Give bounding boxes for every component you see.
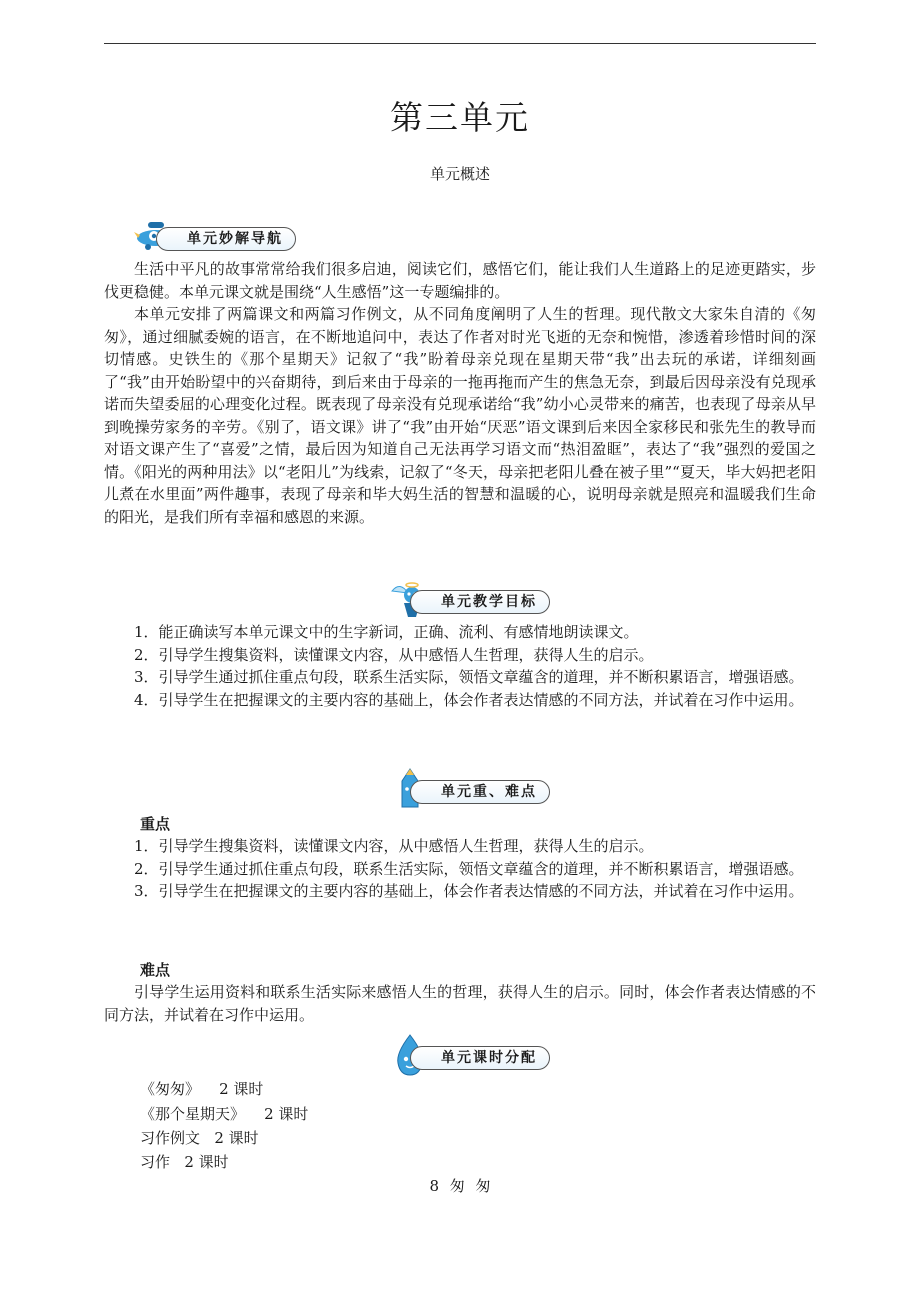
schedule-hours: 2 课时 bbox=[214, 1129, 259, 1147]
schedule-row bbox=[140, 1151, 229, 1172]
top-rule bbox=[104, 43, 816, 44]
difficult-paragraph: 引导学生运用资料和联系生活实际来感悟人生的哲理，获得人生的启示。同时，体会作者表达情感的不同方法，并试着在习作中运用。 bbox=[104, 983, 816, 1024]
section-label-guide: 单元妙解导航 bbox=[156, 227, 296, 251]
next-lesson-heading: 8 匆 匆 bbox=[429, 1177, 491, 1195]
section-label-goals: 单元教学目标 bbox=[410, 590, 550, 614]
key-point-item: 3．引导学生在把握课文的主要内容的基础上，体会作者表达情感的不同方法，并试着在习作中运用。 bbox=[134, 882, 804, 900]
section-label-keys: 单元重、难点 bbox=[410, 780, 550, 804]
goal-item: 4．引导学生在把握课文的主要内容的基础上，体会作者表达情感的不同方法，并试着在习作中运用。 bbox=[134, 690, 804, 709]
key-point-item: 1．引导学生搜集资料，读懂课文内容，从中感悟人生哲理，获得人生的启示。 bbox=[134, 837, 654, 855]
schedule-row bbox=[140, 1078, 263, 1099]
intro-paragraph: 生活中平凡的故事常常给我们很多启迪，阅读它们，感悟它们，能让我们人生道路上的足迹更踏实，步伐更稳健。本单元课文就是围绕“人生感悟”这一专题编排的。 bbox=[104, 260, 816, 301]
goal-item: 1．能正确读写本单元课文中的生字新词，正确、流利、有感情地朗读课文。 bbox=[134, 623, 639, 641]
schedule-row bbox=[140, 1103, 308, 1124]
goal-item: 3．引导学生通过抓住重点句段，联系生活实际，领悟文章蕴含的道理，并不断积累语言，增强语感。 bbox=[134, 668, 804, 686]
page-title: 第三单元 bbox=[390, 98, 530, 137]
section-badge-keys bbox=[388, 773, 578, 807]
schedule-hours: 2 课时 bbox=[219, 1080, 264, 1098]
difficult-heading: 难点 bbox=[140, 961, 171, 979]
section-label-hours: 单元课时分配 bbox=[410, 1046, 550, 1070]
key-points-heading: 重点 bbox=[140, 815, 171, 833]
difficult-text bbox=[104, 981, 816, 1026]
page-subtitle: 单元概述 bbox=[429, 165, 490, 183]
key-points-list bbox=[104, 835, 816, 903]
section-badge-hours bbox=[388, 1039, 578, 1073]
schedule-lesson: 《那个星期天》 bbox=[140, 1105, 246, 1123]
section-badge-guide bbox=[134, 220, 324, 254]
section-badge-goals bbox=[388, 583, 578, 617]
schedule-lesson: 习作例文 bbox=[140, 1129, 201, 1147]
intro-text bbox=[104, 258, 816, 528]
schedule-hours: 2 课时 bbox=[264, 1105, 309, 1123]
schedule-lesson: 习作 bbox=[140, 1153, 171, 1171]
schedule-lesson: 《匆匆》 bbox=[140, 1080, 201, 1098]
schedule-hours: 2 课时 bbox=[184, 1153, 229, 1171]
intro-paragraph: 本单元安排了两篇课文和两篇习作例文，从不同角度阐明了人生的哲理。现代散文大家朱自清的《匆匆》，通过细腻委婉的语言，在不断地追问中，表达了作者对时光飞逝的无奈和惋惜，渗透着珍惜时间的深切情感。史铁生的《那个星期天》记叙了“我”盼着母亲兑现在星期天带“我”出去玩的承诺，详细刻画了“我”由开始盼望中的兴奋期待，到后来由于母亲的一拖再拖而产生的焦急无奈，到最后因母亲没有兑现承诺而失望委屈的心理变化过程。既表现了母亲没有兑现承诺给“我”幼小心灵带来的痛苦，也表现了母亲从早到晚操劳家务的辛劳。《别了，语文课》讲了“我”由开始“厌恶”语文课到后来因全家移民和张先生的教导而对语文课产生了“喜爱”之情，最后因为知道自己无法再学习语文而“热泪盈眶”，表达了“我”强烈的爱国之情。《阳光的两种用法》以“老阳儿”为线索，记叙了“冬天，母亲把老阳儿叠在被子里”“夏天，毕大妈把老阳儿煮在水里面”两件趣事，表现了母亲和毕大妈生活的智慧和温暖的心，说明母亲就是照亮和温暖我们生命的阳光，是我们所有幸福和感恩的来源。 bbox=[104, 305, 816, 526]
schedule-row bbox=[140, 1127, 259, 1148]
key-point-item: 2．引导学生通过抓住重点句段，联系生活实际，领悟文章蕴含的道理，并不断积累语言，增强语感。 bbox=[134, 859, 804, 878]
goals-list bbox=[104, 621, 816, 711]
goal-item: 2．引导学生搜集资料，读懂课文内容，从中感悟人生哲理，获得人生的启示。 bbox=[134, 645, 654, 664]
